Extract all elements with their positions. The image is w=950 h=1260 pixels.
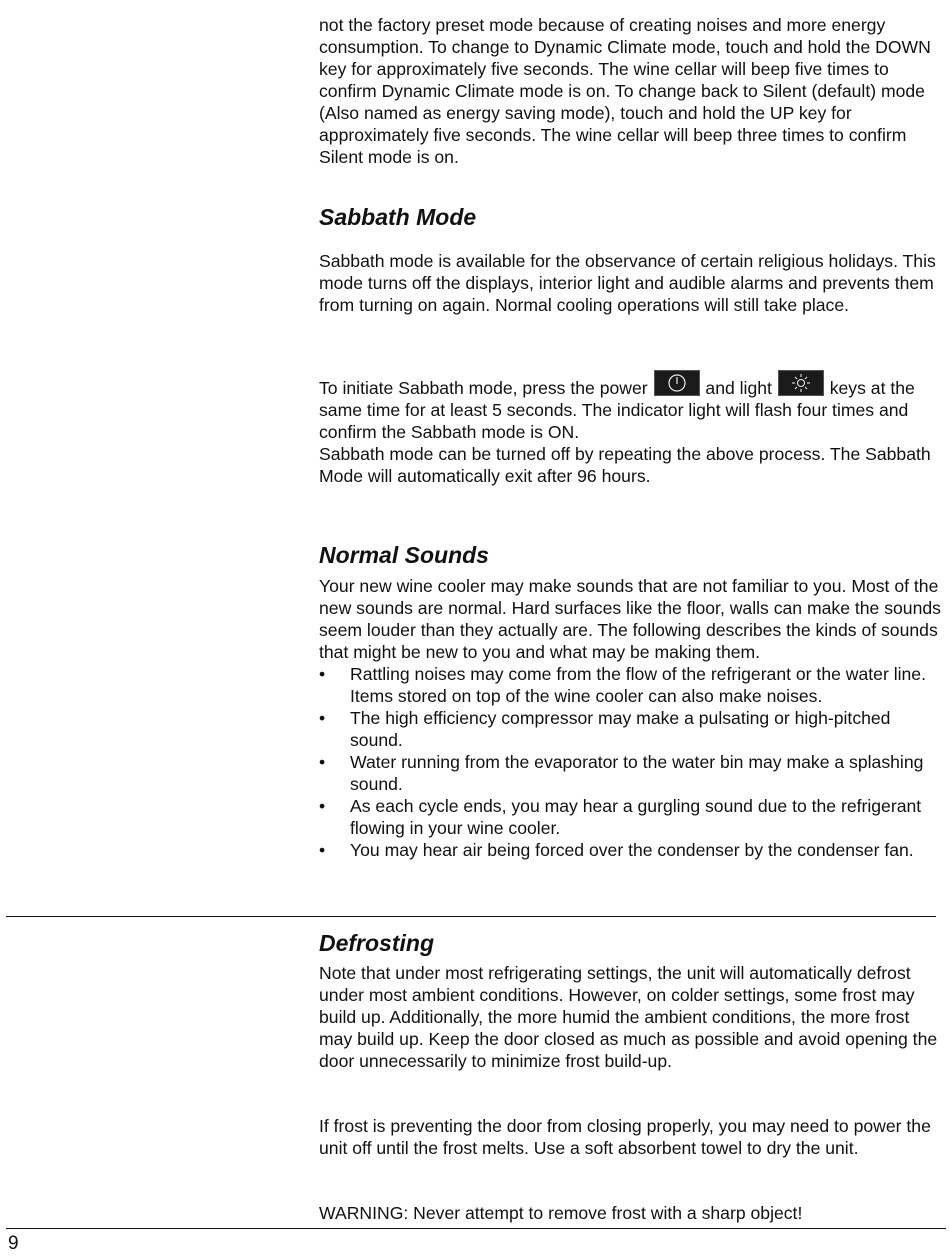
list-item (319, 795, 944, 839)
bullet: • (319, 708, 326, 728)
defrosting-heading: Defrosting (319, 930, 434, 956)
footer-divider (6, 1228, 946, 1229)
sabbath-text-3: Sabbath mode can be turned off by repeating the above process. The Sabbath Mode will automatically exit after 96 hours. (319, 444, 931, 486)
list-item-text: As each cycle ends, you may hear a gurgling sound due to the refrigerant flowing in your wine cooler. (350, 796, 922, 838)
bullet: • (319, 664, 326, 684)
sabbath-text-2a: To initiate Sabbath mode, press the power (319, 378, 648, 398)
sabbath-text-2c: keys at the same time for at least 5 seconds. The indicator light will flash four times and confirm the Sabbath mode is ON. (319, 378, 915, 442)
sabbath-mode-heading: Sabbath Mode (319, 204, 477, 230)
defrosting-warning (319, 1202, 944, 1224)
list-item-text: Rattling noises may come from the flow of the refrigerant or the water line. Items stored on top of the wine cooler can also make noises. (350, 664, 926, 706)
intro-text: not the factory preset mode because of creating noises and more energy consumption. To change to Dynamic Climate mode, touch and hold the DOWN key for approximately five seconds. The wine cellar will beep five times to confirm Dynamic Climate mode is on. To change back to Silent (default) mode (Also named as energy saving mode), touch and hold the UP key for approximately five seconds. The wine cellar will beep three times to confirm Silent mode is on. (319, 15, 931, 167)
defrosting-text-2: If frost is preventing the door from closing properly, you may need to power the unit off until the frost melts. Use a soft absorbent towel to dry the unit. (319, 1116, 931, 1158)
defrosting-paragraph-1 (319, 962, 944, 1072)
list-item (319, 839, 944, 861)
light-key (778, 370, 824, 396)
bullet: • (319, 752, 326, 772)
list-item-text: You may hear air being forced over the condenser by the condenser fan. (350, 840, 914, 860)
bullet: • (319, 840, 326, 860)
intro-paragraph (319, 14, 944, 168)
list-item-text: The high efficiency compressor may make a pulsating or high-pitched sound. (350, 708, 891, 750)
sabbath-text-2 (319, 370, 944, 443)
list-item-text: Water running from the evaporator to the water bin may make a splashing sound. (350, 752, 924, 794)
list-item (319, 707, 944, 751)
light-icon (779, 371, 823, 395)
section-divider (6, 916, 936, 917)
normal-sounds-list (319, 663, 944, 861)
power-icon (655, 371, 699, 395)
power-key (654, 370, 700, 396)
defrosting-paragraph-2 (319, 1115, 944, 1159)
list-item (319, 663, 944, 707)
list-item (319, 751, 944, 795)
normal-sounds-section (319, 575, 944, 861)
sabbath-text-2b: and light (705, 378, 772, 398)
normal-sounds-heading: Normal Sounds (319, 542, 489, 568)
normal-sounds-intro: Your new wine cooler may make sounds that are not familiar to you. Most of the new sounds are normal. Hard surfaces like the floor, walls can make the sounds seem louder than they actually are. The following describes the kinds of sounds that might be new to you and what may be making them. (319, 576, 941, 662)
warning-text: WARNING: Never attempt to remove frost with a sharp object! (319, 1203, 803, 1223)
page-number: 9 (8, 1233, 19, 1254)
sabbath-paragraph-2 (319, 370, 944, 487)
defrosting-text-1: Note that under most refrigerating settings, the unit will automatically defrost under most ambient conditions. However, on colder settings, some frost may build up. Additionally, the more humid the ambient conditions, the more frost may build up. Keep the door closed as much as possible and avoid opening the door unnecessarily to minimize frost build-up. (319, 963, 938, 1071)
sabbath-text-1: Sabbath mode is available for the observance of certain religious holidays. This mode turns off the displays, interior light and audible alarms and prevents them from turning on again. Normal cooling operations will still take place. (319, 251, 936, 315)
sabbath-paragraph-1 (319, 250, 944, 316)
bullet: • (319, 796, 326, 816)
